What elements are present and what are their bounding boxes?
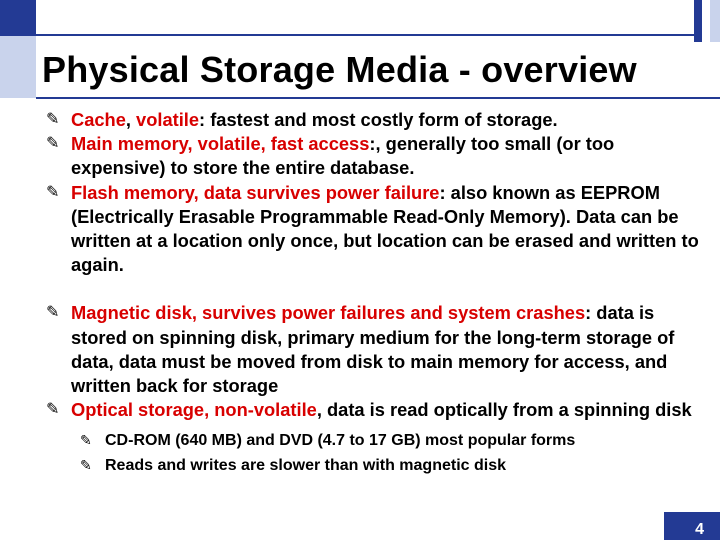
pencil-arrow-bullet-icon: ✎: [46, 401, 60, 419]
bullet-text-part: Optical storage, non-volatile: [71, 399, 317, 421]
sub-bullet-text: Reads and writes are slower than with magnetic disk: [105, 457, 507, 475]
sub-bullet-text: CD-ROM (640 MB) and DVD (4.7 to 17 GB) most popular forms: [105, 432, 576, 450]
bullet-text-part: :, generally too small (or too expensive) to store the entire database.: [71, 133, 615, 179]
bullet-item: [46, 132, 706, 180]
bullet-item: [46, 108, 706, 132]
title-underline: [36, 97, 720, 99]
corner-stripe-gap: [702, 0, 710, 42]
slide-body: [46, 108, 706, 478]
bullet-text-part: Cache: [71, 109, 126, 130]
paragraph-gap: [46, 277, 706, 301]
pencil-arrow-bullet-icon: ✎: [80, 432, 92, 449]
corner-block-dark: [0, 0, 36, 36]
pencil-arrow-bullet-icon: ✎: [46, 111, 60, 128]
bullet-text-part: Main memory, volatile, fast access: [71, 133, 370, 155]
pencil-arrow-bullet-icon: ✎: [80, 457, 92, 474]
bullet-text-part: : also known as EEPROM (Electrically Erasable Programmable Read-Only Memory). Data can be written at a location only once, but location can be erased and written to again.: [71, 181, 699, 276]
bullet-item: [46, 301, 706, 398]
corner-block-light: [0, 36, 36, 98]
page-number: 4: [695, 521, 704, 538]
bullet-text-part: : data is stored on spinning disk, primary medium for the long-term storage of data, data must be moved from disk to main memory for access, and written back for storage: [71, 302, 675, 397]
bullet-item: [46, 181, 706, 278]
bullet-text-part: volatile: [136, 109, 200, 130]
top-rule: [0, 34, 720, 36]
sub-bullet-item: [46, 453, 706, 478]
corner-stripe-light: [710, 0, 720, 42]
bullet-item: [46, 398, 706, 422]
slide-title: Physical Storage Media - overview: [42, 49, 637, 90]
pencil-arrow-bullet-icon: ✎: [46, 304, 60, 322]
bullet-text-part: Magnetic disk, survives power failures and system crashes: [71, 302, 586, 324]
corner-stripe-dark: [694, 0, 702, 42]
bullet-text-part: : fastest and most costly form of storage.: [199, 109, 558, 130]
pencil-arrow-bullet-icon: ✎: [46, 135, 60, 153]
bullet-text-part: ,: [125, 109, 137, 130]
bullet-text-part: Flash memory, data survives power failure: [71, 181, 440, 203]
sub-bullet-item: [46, 428, 706, 453]
pencil-arrow-bullet-icon: ✎: [46, 183, 60, 201]
bullet-text-part: , data is read optically from a spinning disk: [316, 399, 692, 421]
